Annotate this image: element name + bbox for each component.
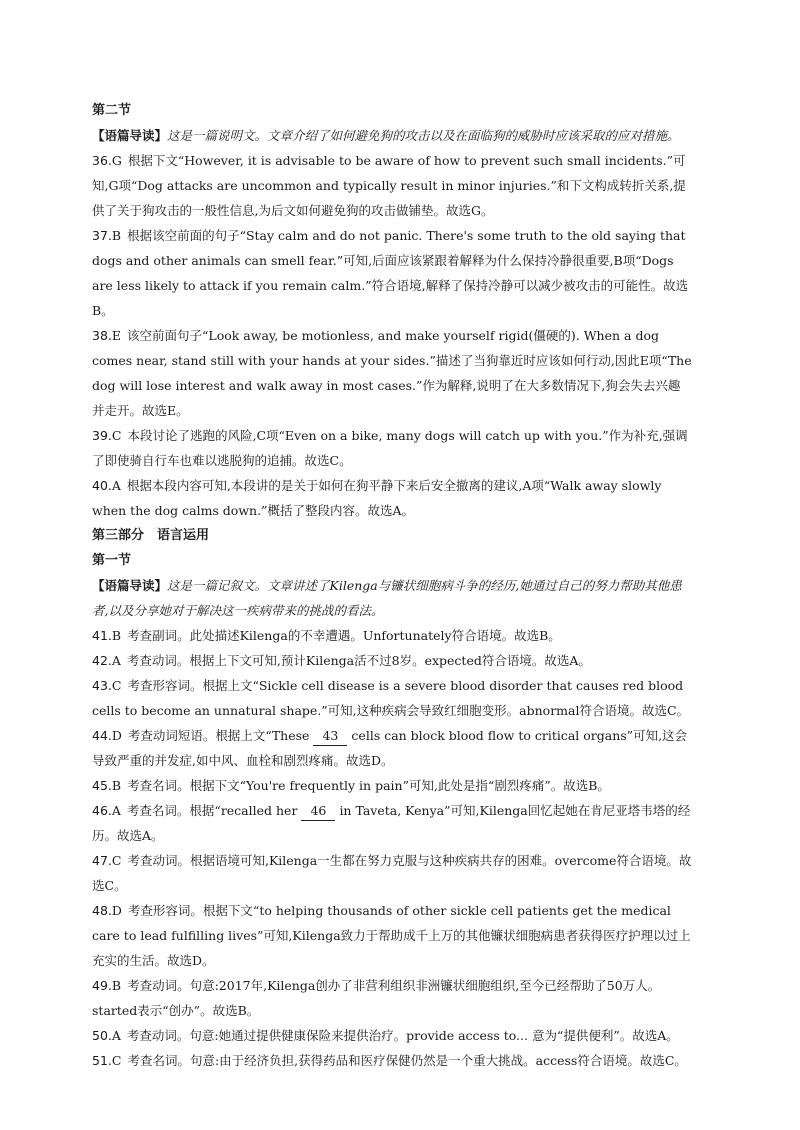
answer-item-39: 39.C 本段讨论了逃跑的风险,C项“Even on a bike, many dogs will catch up with you.”作为补充,强调了即使骑自行车也难以逃脱狗的追捕。故选C。 (92, 428, 688, 468)
guide-tag: 【语篇导读】 (92, 128, 168, 143)
answer-item-42: 42.A 考查动词。根据上下文可知,预计Kilenga活不过8岁。expected符合语境。故选A。 (92, 653, 591, 668)
answer-item-37: 37.B 根据该空前面的句子“Stay calm and do not panic. There's some truth to the old saying that dogs and other animals can smell fear.”可知,后面应该紧跟着解释为什么保持冷静很重要,B项“Dogs are less likely to attack if you remain calm.”符合语境,解释了保持冷静可以减少被攻击的可能性。故选B。 (92, 228, 689, 318)
answer-item-49: 49.B 考查动词。句意:2017年,Kilenga创办了非营利组织非洲镰状细胞组织,至今已经帮助了50万人。started表示“创办”。故选B。 (92, 978, 661, 1018)
answer-item-44: 44.D 考查动词短语。根据上文“These 43 cells can block blood flow to critical organs”可知,这会导致严重的并发症,如中风、血栓和剧烈疼痛。故选D。 (92, 728, 688, 768)
answer-item-40: 40.A 根据本段内容可知,本段讲的是关于如何在狗平静下来后安全撤离的建议,A项“Walk away slowly when the dog calms down.”概括了整段内容。故选A。 (92, 478, 662, 518)
section-heading: 第一节 (92, 553, 132, 568)
answer-key-page (92, 98, 692, 1073)
reading-guide (92, 573, 692, 623)
section-heading: 第二节 (92, 103, 132, 118)
answer-item-46: 46.A 考查名词。根据“recalled her 46 in Taveta, Kenya”可知,Kilenga回忆起她在肯尼亚塔韦塔的经历。故选A。 (92, 803, 691, 843)
guide-tag: 【语篇导读】 (92, 578, 168, 593)
answer-item-41: 41.B 考查副词。此处描述Kilenga的不幸遭遇。Unfortunately符合语境。故选B。 (92, 628, 561, 643)
answer-item-38: 38.E 该空前面句子“Look away, be motionless, and make yourself rigid(僵硬的). When a dog comes near, stand still with your hands at your sides.”描述了当狗靠近时应该如何行动,因此E项“The dog will lose interest and walk away in most cases.”作为解释,说明了在大多数情况下,狗会失去兴趣并走开。故选E。 (92, 328, 692, 418)
answer-item-43: 43.C 考查形容词。根据上文“Sickle cell disease is a severe blood disorder that causes red blood cells to become an unnatural shape.”可知,这种疾病会导致红细胞变形。abnormal符合语境。故选C。 (92, 678, 690, 718)
answer-item-47: 47.C 考查动词。根据语境可知,Kilenga一生都在努力克服与这种疾病共存的困难。overcome符合语境。故选C。 (92, 853, 692, 893)
answer-item-51: 51.C 考查名词。句意:由于经济负担,获得药品和医疗保健仍然是一个重大挑战。access符合语境。故选C。 (92, 1053, 687, 1068)
answer-item-48: 48.D 考查形容词。根据下文“to helping thousands of other sickle cell patients get the medical care to lead fulfilling lives”可知,Kilenga致力于帮助成千上万的其他镰状细胞病患者获得医疗护理以过上充实的生活。故选D。 (92, 903, 691, 968)
answer-item-45: 45.B 考查名词。根据下文“You're frequently in pain”可知,此处是指“剧烈疼痛”。故选B。 (92, 778, 610, 793)
blank-number: 46 (301, 802, 335, 821)
part-heading: 第三部分 语言运用 (92, 528, 210, 543)
answer-item-36: 36.G 根据下文“However, it is advisable to be aware of how to prevent such small incidents.”可知,G项“Dog attacks are uncommon and typically result in minor injuries.”和下文构成转折关系,提供了关于狗攻击的一般性信息,为后文如何避免狗的攻击做铺垫。故选G。 (92, 153, 686, 218)
guide-text: 这是一篇说明文。文章介绍了如何避免狗的攻击以及在面临狗的威胁时应该采取的应对措施。 (167, 128, 680, 143)
guide-text: 这是一篇记叙文。文章讲述了Kilenga与镰状细胞病斗争的经历,她通过自己的努力帮助其他患者,以及分享她对于解决这一疾病带来的挑战的看法。 (92, 578, 682, 618)
blank-number: 43 (313, 727, 347, 746)
answer-item-50: 50.A 考查动词。句意:她通过提供健康保险来提供治疗。provide access to... 意为“提供便利”。故选A。 (92, 1028, 679, 1043)
reading-guide (92, 123, 692, 148)
